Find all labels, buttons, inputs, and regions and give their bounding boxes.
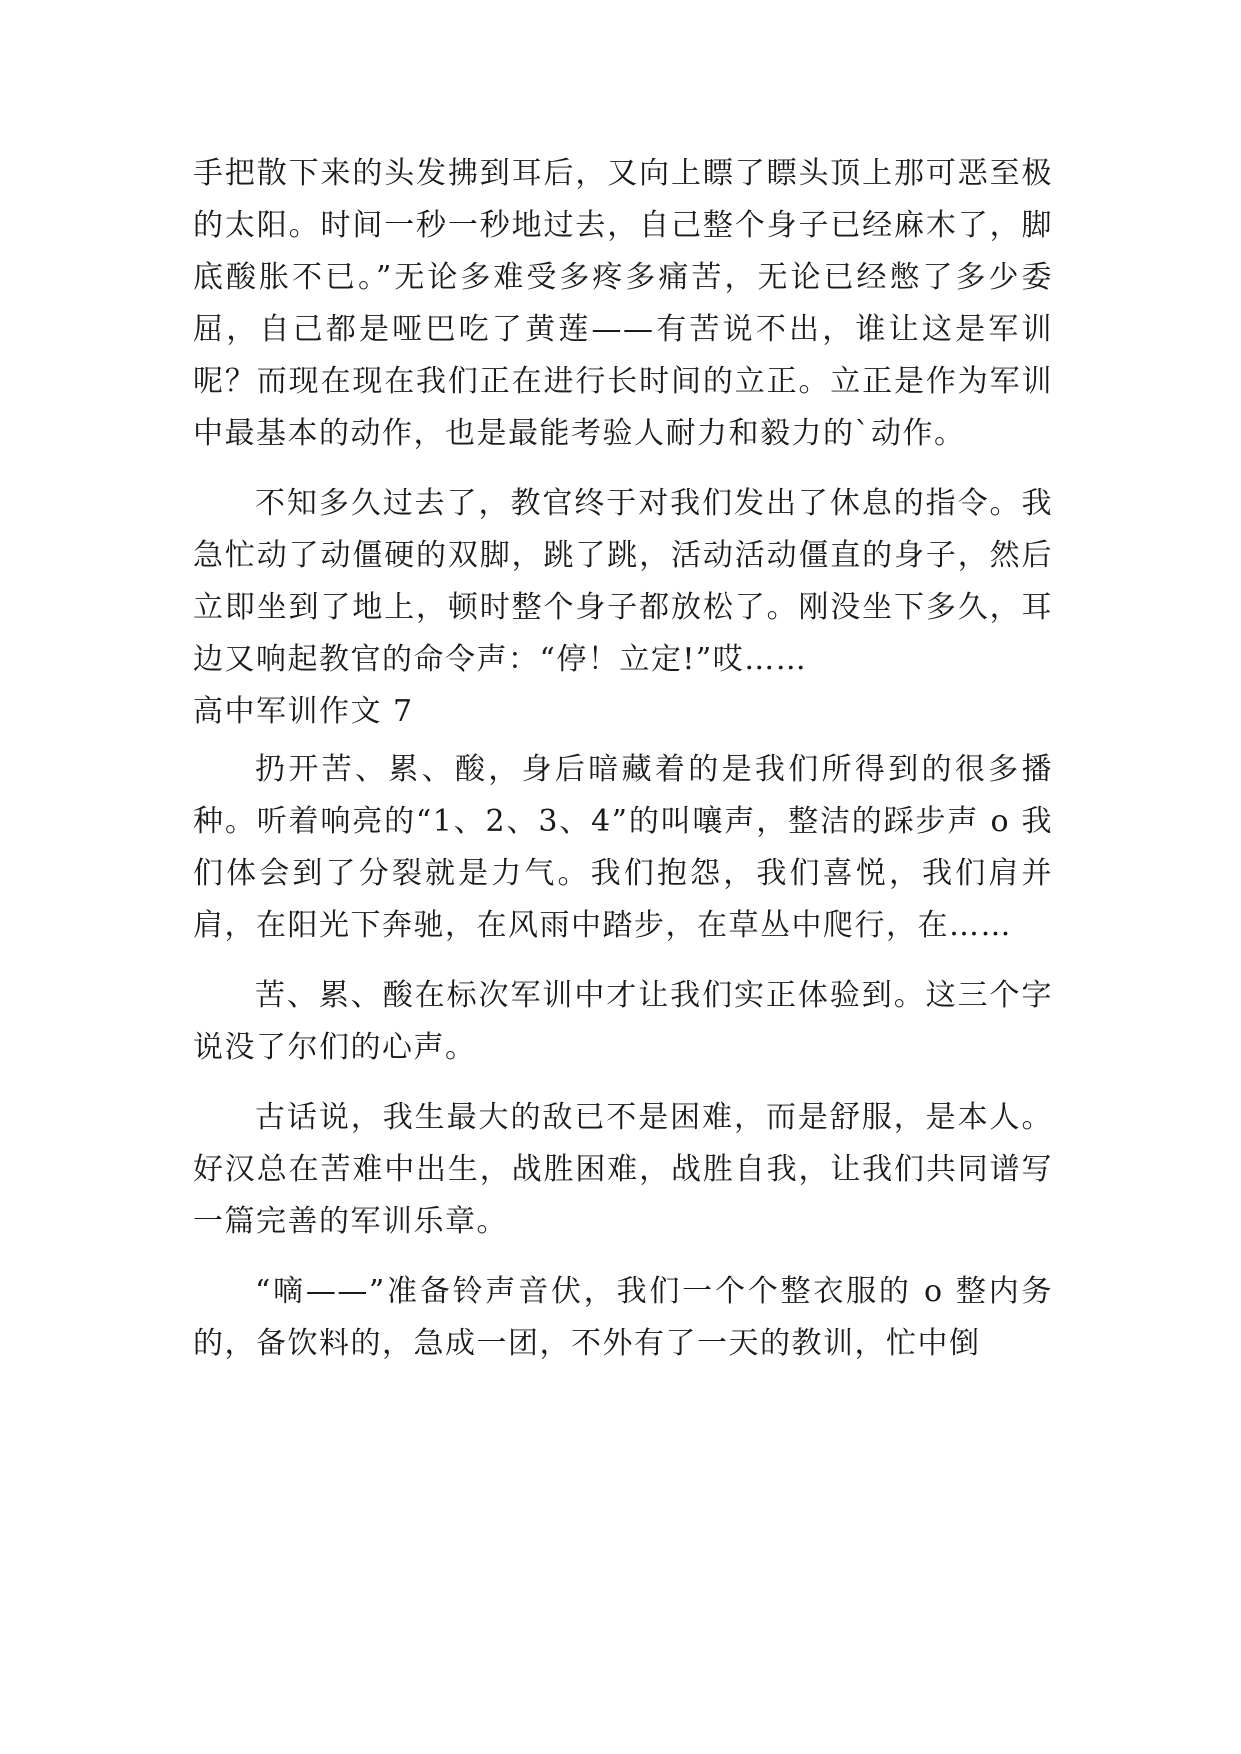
document-body xyxy=(193,148,1053,1388)
paragraph: 手把散下来的头发拂到耳后，又向上瞟了瞟头顶上那可恶至极的太阳。时间一秒一秒地过去，自己整个身子已经麻木了，脚底酸胀不已。”无论多难受多疼多痛苦，无论已经憋了多少委屈，自己都是哑巴吃了黄莲——有苦说不出，谁让这是军训呢？而现在现在我们正在进行长时间的立正。立正是作为军训中最基本的动作，也是最能考验人耐力和毅力的`动作。 xyxy=(193,156,1053,451)
paragraph: “嘀——”准备铃声音伏，我们一个个整衣服的 o 整内务的，备饮料的，急成一团，不外有了一天的教训，忙中倒 xyxy=(193,1274,1053,1361)
paragraph: 扔开苦、累、酸，身后暗藏着的是我们所得到的很多播种。听着响亮的“1、2、3、4”的叫嚷声，整洁的踩步声 o 我们体会到了分裂就是力气。我们抱怨，我们喜悦，我们肩并肩，在阳光下奔驰，在风雨中踏步，在草丛中爬行，在…… xyxy=(193,752,1053,943)
paragraph: 不知多久过去了，教官终于对我们发出了休息的指令。我急忙动了动僵硬的双脚，跳了跳，活动活动僵直的身子，然后立即坐到了地上，顿时整个身子都放松了。刚没坐下多久，耳边又响起教官的命令声：“停！立定!”哎…… xyxy=(193,486,1053,677)
section-heading: 高中军训作文 7 xyxy=(193,694,414,729)
paragraph: 苦、累、酸在标次军训中才让我们实正体验到。这三个字说没了尔们的心声。 xyxy=(193,978,1053,1065)
paragraph: 古话说，我生最大的敌已不是困难，而是舒服，是本人。好汉总在苦难中出生，战胜困难，战胜自我，让我们共同谱写一篇完善的军训乐章。 xyxy=(193,1100,1053,1239)
